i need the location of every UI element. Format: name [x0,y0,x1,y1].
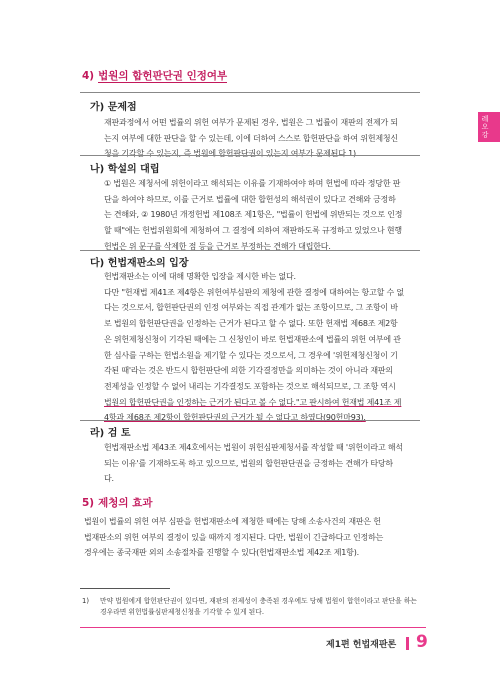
text-line: 되는 이유'를 기재하도록 하고 있으므로, 법원의 합헌판단권을 긍정하는 견해가 타당하 [104,458,393,468]
subsection-body-court-position [104,269,422,426]
subsection-heading-court-position: 다) 헌법재판소의 입장 [90,258,189,269]
divider [80,420,420,421]
divider [80,92,420,93]
text-line: 법원이 법률의 위헌 여부 심판을 헌법재판소에 제청한 때에는 당해 소송사건의 재판은 헌 [84,517,381,526]
chapter-label: 제1편 헌법재판론 [326,640,397,650]
text-line: 헌법재판소법 제43조 제4호에서는 법원이 위헌심판제청서를 작성할 때 '위헌이라고 해석 [104,443,403,452]
effects-body [84,514,422,561]
text-line: 다. [104,474,114,484]
footer-accent-bar [406,637,409,650]
section-title [82,68,227,83]
text-line: 한 심사를 구하는 헌법소원을 제기할 수 있다는 것으로서, 그 경우에 '위헌제청신청이 기 [104,350,398,360]
text-line: 는 견해와, ② 1980년 개정헌법 제108조 제1항은, "법률이 헌법에 위반되는 것으로 인정 [104,210,403,220]
text-line: 전제성을 인정할 수 없어 내리는 기각결정도 포함하는 것으로 해석되므로, 그 조항 역시 [104,381,396,391]
section-title-text: 법원의 합헌판단권 인정여부 [98,70,228,82]
text-line: 다만 "헌재법 제41조 제4항은 위헌여부심판의 제청에 관한 결정에 대하여는 항고할 수 없 [104,287,404,297]
text-line: 는지 여부에 대한 판단을 할 수 있는데, 이에 더하여 스스로 합헌판단을 하여 위헌제청신 [104,133,398,143]
footnote-divider [80,588,170,589]
footnote-number: 1) [82,597,89,605]
text-line: 법재판소의 위헌 여부의 결정이 있을 때까지 정지된다. 다만, 법원이 긴급하다고 인정하는 [84,532,384,542]
effects-number: 5) [82,497,95,509]
text-line: 헌법은 위 문구를 삭제한 점 등을 근거로 부정하는 견해가 대립한다. [104,241,331,251]
subsection-body-review [104,440,422,487]
divider [80,155,420,156]
text-line: 4항과 제68조 제2항이 합헌판단권의 근거가 될 수 없다고 하였다(90헌마93). [104,413,366,423]
text-line: 은 위헌제청신청이 기각된 때에는 그 신청인이 바로 헌법재판소에 법률의 위헌 여부에 관 [104,334,401,344]
text-line: 경우에는 종국재판 외의 소송절차를 진행할 수 있다(헌법재판소법 제42조 제1항). [84,548,359,558]
effects-title-text: 제청의 효과 [98,497,153,509]
footnote [82,596,422,618]
subsection-heading-problem: 가) 문제점 [90,102,137,113]
page-number: 9 [416,632,428,652]
text-line: 청을 기각할 수 있는지, 즉 법원에 합헌판단권이 있는지 여부가 문제된다.1) [104,149,356,159]
divider [80,250,420,251]
effects-title [82,495,152,510]
footnote-line: 만약 법원에게 합헌판단권이 있다면, 재판의 전제성이 충족된 경우에도 당해 법원이 합헌이라고 판단을 하는 [100,597,417,605]
section-number: 4) [82,70,95,82]
text-line: 법원의 합헌판단권을 인정하는 근거가 된다고 볼 수 없다."고 판시하여 헌재법 제41조 제 [104,397,402,407]
text-line: 헌법재판소는 이에 대해 명확한 입장을 제시한 바는 없다. [104,272,296,281]
text-line: 단을 하여야 하므로, 이를 근거로 법률에 대한 합헌성의 해석권이 있다고 견해와 긍정하 [104,194,396,204]
text-line: ① 법원은 제청서에 위헌이라고 해석되는 이유를 기재하여야 하며 헌법에 따라 정당한 판 [104,179,401,188]
text-line: 로 법원의 합헌판단권을 인정하는 근거가 된다고 할 수 없다. 또한 헌재법 제68조 제2항 [104,319,398,329]
subsection-heading-theories: 나) 학설의 대립 [90,164,160,175]
footnote-line: 경우라면 위헌법률심판제청신청을 기각할 수 있게 된다. [100,608,264,616]
footer-divider [80,627,426,628]
text-line: 할 때"에는 헌법위원회에 제청하여 그 결정에 의하여 재판하도록 규정하고 있었으나 현행 [104,226,402,236]
text-line: 각된 때'라는 것은 반드시 합헌판단에 의한 기각결정만을 의미하는 것이 아니라 재판의 [104,366,393,376]
subsection-heading-review: 라) 검 토 [90,428,131,439]
subsection-body-theories [104,176,422,255]
text-line: 재판과정에서 어떤 법률의 위헌 여부가 문제된 경우, 법원은 그 법률이 재판의 전제가 되 [104,118,398,127]
text-line: 다는 것으로서, 합헌판단권의 인정 여부와는 직접 관계가 없는 조항이므로, 그 조항이 바 [104,303,398,313]
chapter-side-tab: 레오강 [478,112,500,142]
